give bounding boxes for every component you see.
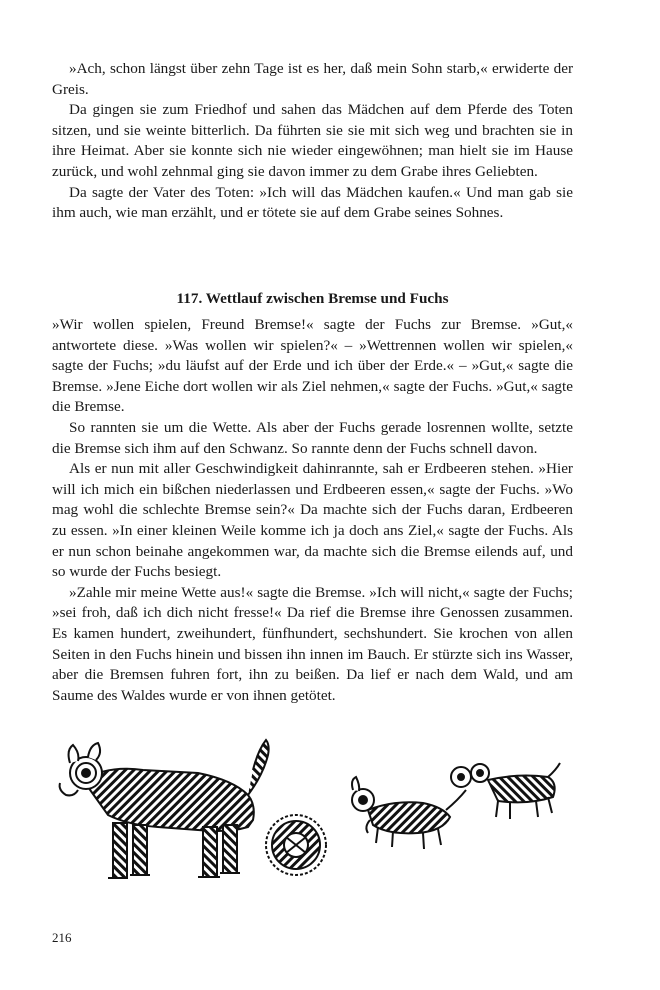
sun-medallion xyxy=(266,815,326,875)
paragraph: »Wir wollen spielen, Freund Bremse!« sagte der Fuchs zur Bremse. »Gut,« antwortete diese. »Was wollen wir spielen?« – »Wettrennen wollen wir spielen,« sagte der Fuchs; »du läufst auf der Erde und ich über der Erde.« – »Gut,« sagte die Bremse. »Jene Eiche dort wollen wir als Ziel nehmen,« sagte der Fuchs. »Gut,« sagte die Bremse. xyxy=(52,316,573,416)
page-number: 216 xyxy=(52,930,72,945)
small-animal-figure xyxy=(352,777,466,849)
small-animal-figure xyxy=(451,763,560,819)
paragraph: Da gingen sie zum Friedhof und sahen das Mädchen auf dem Pferde des Toten sitzen, und sie weinte bitterlich. Da führten sie sie mit sich weg und brachten sie in ihre Heimat. Aber sie konnte sich nie wieder eingewöhnen; man hielt sie im Hause zurück, und wohl zehnmal ging sie davon immer zu dem Grabe ihres Geliebten. xyxy=(52,101,573,180)
folk-art-illustration xyxy=(48,735,568,900)
chapter-heading: 117. Wettlauf zwischen Bremse und Fuchs xyxy=(176,290,449,307)
intro-text xyxy=(52,59,573,224)
paragraph: So rannten sie um die Wette. Als aber der Fuchs gerade losrennen wollte, setzte die Bremse sich ihm auf den Schwanz. So rannte denn der Fuchs schnell davon. xyxy=(52,418,573,457)
paragraph: Als er nun mit aller Geschwindigkeit dahinrannte, sah er Erdbeeren stehen. »Hier will ich mich ein bißchen niederlassen und Erdbeeren essen,« sagte der Fuchs. »Wo mag wohl die schlechte Bremse sein?« Da machte sich der Fuchs daran, Erdbeeren zu essen. »In einer kleinen Weile komme ich ja doch ans Ziel,« sagte der Fuchs. Als er nun schon beinahe angekommen war, da machte sich die Bremse eilends auf, und so wurde der Fuchs besiegt. xyxy=(52,460,573,581)
large-animal-figure xyxy=(60,740,269,878)
paragraph: Da sagte der Vater des Toten: »Ich will das Mädchen kaufen.« Und man gab sie ihm auch, wie man erzählt, und er tötete sie auf dem Grabe seines Sohnes. xyxy=(52,183,573,222)
paragraph: »Zahle mir meine Wette aus!« sagte die Bremse. »Ich will nicht,« sagte der Fuchs; »sei froh, daß ich dich nicht fresse!« Da rief die Bremse ihre Genossen zusammen. Es kamen hundert, zweihundert, fünfhundert, sechshundert. Sie krochen von allen Seiten in den Fuchs hinein und bissen ihn innen im Bauch. Er stürzte sich ins Wasser, aber die Bremsen fuhren fort, ihn zu beißen. Da lief er nach dem Wald, und am Saume des Waldes wurde er von ihnen getötet. xyxy=(52,583,573,704)
story-text xyxy=(52,315,573,706)
paragraph: »Ach, schon längst über zehn Tage ist es her, daß mein Sohn starb,« erwiderte der Greis. xyxy=(52,60,573,98)
